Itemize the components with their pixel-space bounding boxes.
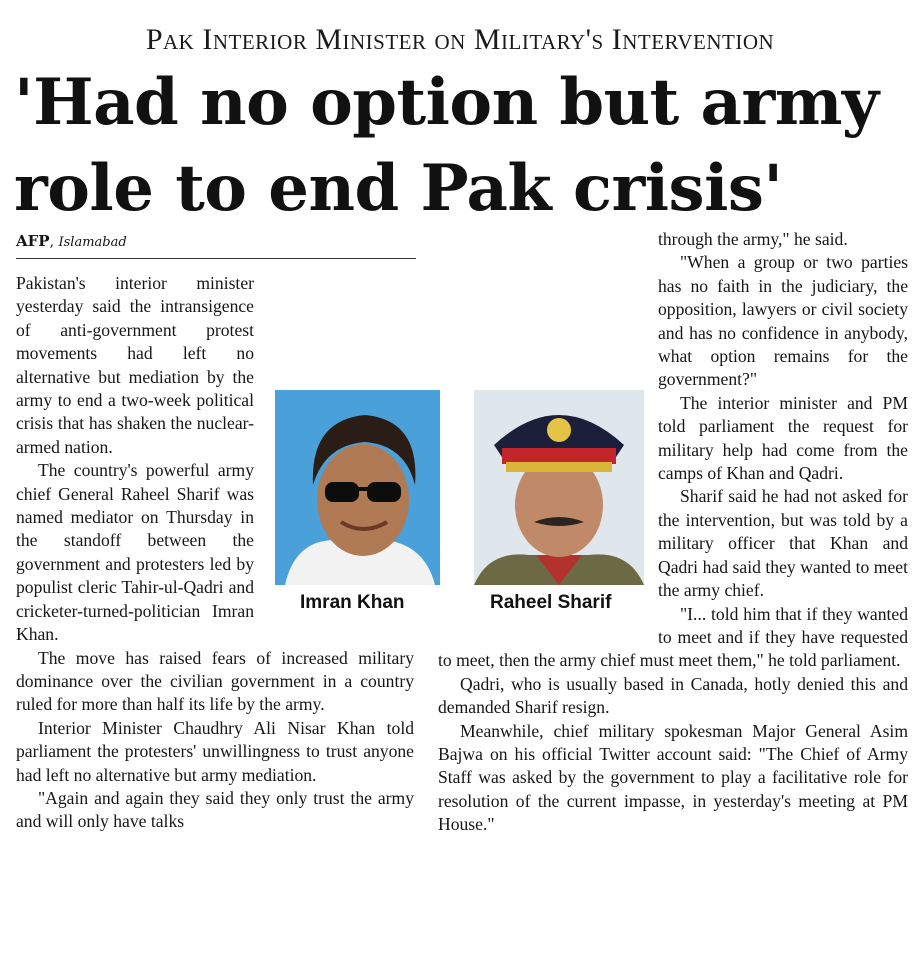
article-paragraph: The interior minister and PM told parliament the request for military help had come from the camps of Khan and Qadri.	[658, 392, 908, 484]
article-paragraph: through the army," he said.	[658, 229, 848, 249]
article-column-2	[438, 228, 908, 953]
article-paragraph: Sharif said he had not asked for the intervention, but was told by a military officer that Khan and Qadri had said they wanted to meet the army chief.	[658, 486, 908, 601]
byline-agency: AFP	[16, 232, 50, 250]
article-paragraph: Pakistan's interior minister yesterday said the intransigence of anti-government protest movements had left no alternative but mediation by the army to end a two-week political crisis that has shaken the nuclear-armed nation.	[16, 273, 254, 457]
headline: 'Had no option but army role to end Pak crisis'	[14, 65, 879, 226]
article-column-1	[16, 272, 414, 952]
article-paragraph: The country's powerful army chief General Raheel Sharif was named mediator on Thursday in the standoff between the government and protesters led by populist cleric Tahir-ul-Qadri and cricketer-turned-politician Imran Khan.	[16, 460, 254, 645]
byline: AFP, Islamabad	[16, 232, 416, 259]
photo-caption-sharif: Raheel Sharif	[490, 592, 612, 613]
article-paragraph: Interior Minister Chaudhry Ali Nisar Khan told parliament the protesters' unwillingness to trust anyone had left no alternative but army mediation.	[16, 717, 414, 785]
kicker: Pak Interior Minister on Military's Intervention	[145, 23, 775, 56]
photo-caption-khan: Imran Khan	[300, 592, 405, 613]
article-paragraph: "When a group or two parties has no faith in the judiciary, the opposition, lawyers or civil society and has no confidence in anybody, what option remains for the government?"	[658, 252, 908, 390]
article-paragraph: Meanwhile, chief military spokesman Major General Asim Bajwa on his official Twitter account said: "The Chief of Army Staff was asked by the government to play a facilitative role for resolution of the current impasse, in yesterday's meeting at PM House."	[438, 720, 908, 835]
article-paragraph: Qadri, who is usually based in Canada, hotly denied this and demanded Sharif resign.	[438, 673, 908, 718]
article-paragraph: "Again and again they said they only trust the army and will only have talks	[16, 787, 414, 832]
article-paragraph: "I... told him that if they wanted to meet and if they have requested to meet, then the army chief must meet them," he told parliament.	[438, 603, 908, 671]
article-paragraph: The move has raised fears of increased military dominance over the civilian government in a country ruled for more than half its life by the army.	[16, 647, 414, 715]
byline-place: Islamabad	[58, 235, 127, 250]
